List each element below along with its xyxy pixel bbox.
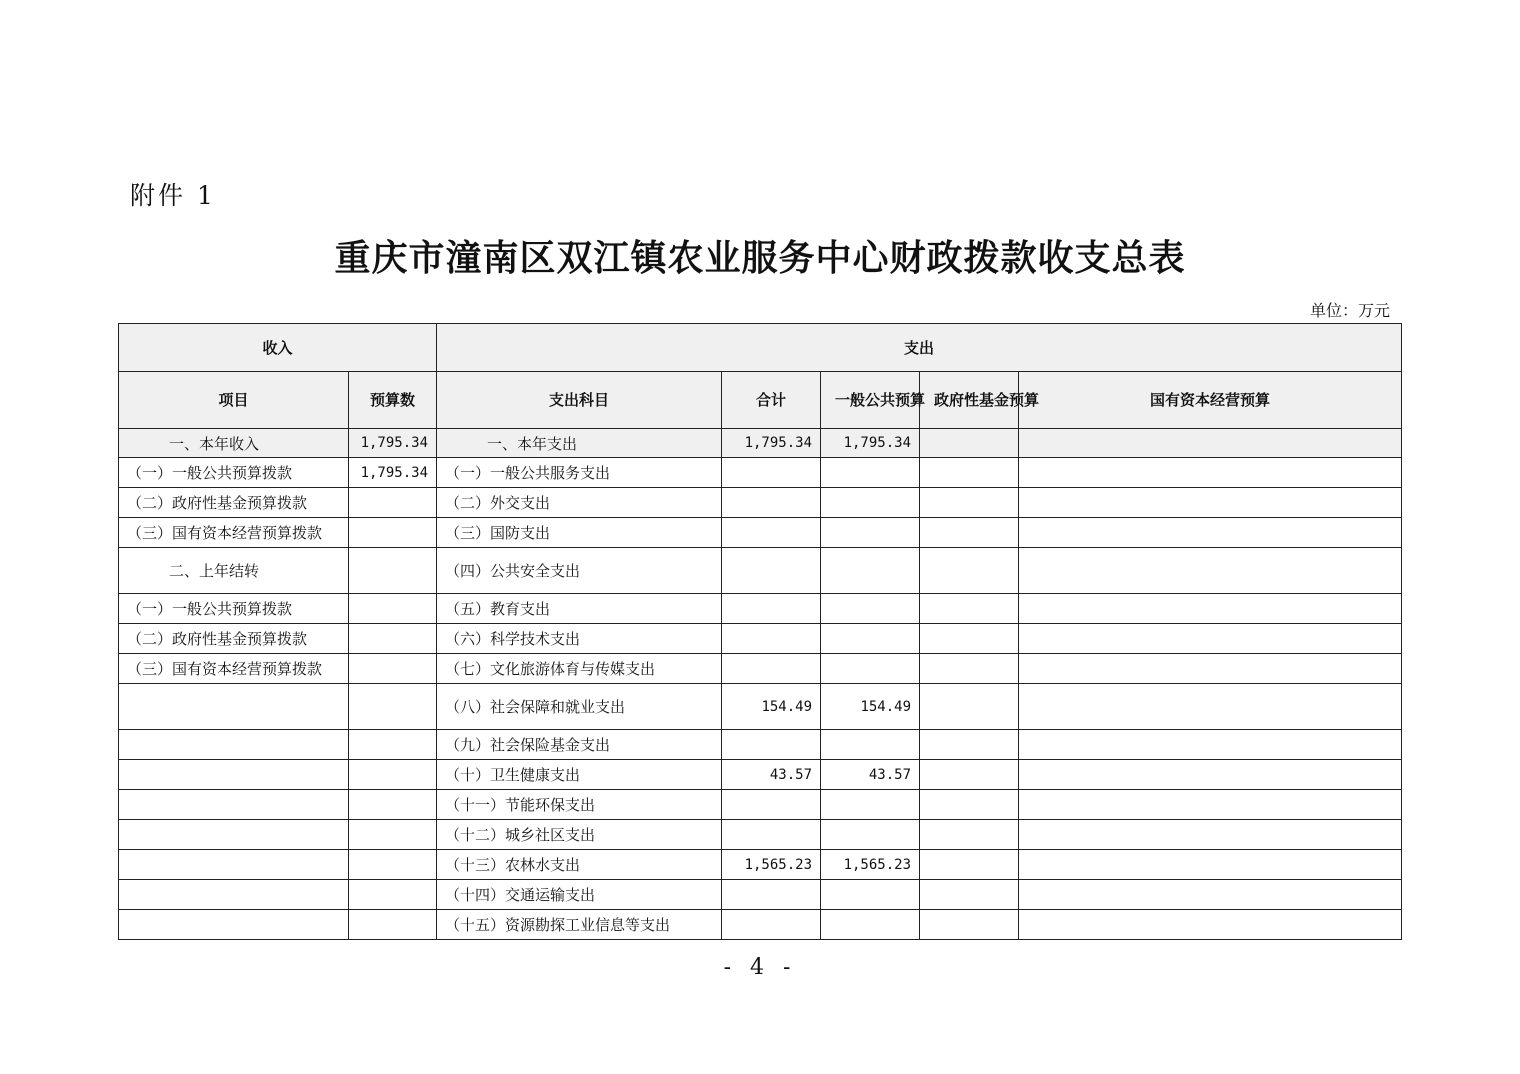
income-item-cell: （二）政府性基金预算拨款	[119, 488, 349, 518]
income-item-cell: （二）政府性基金预算拨款	[119, 624, 349, 654]
expense-total-cell	[722, 518, 821, 548]
expense-general-cell	[821, 458, 920, 488]
expense-state-cell	[1019, 760, 1402, 790]
attachment-label: 附件 1	[130, 181, 216, 210]
column-header-row	[119, 372, 1402, 429]
expense-state-cell	[1019, 850, 1402, 880]
expense-general-cell	[821, 790, 920, 820]
expense-state-cell	[1019, 880, 1402, 910]
expense-general-cell	[821, 820, 920, 850]
expense-subject-cell: （十四）交通运输支出	[437, 880, 722, 910]
table-row	[119, 548, 1402, 594]
expense-fund-cell	[920, 624, 1019, 654]
group-header-row	[119, 324, 1402, 372]
expense-general-cell	[821, 518, 920, 548]
expense-state-cell	[1019, 624, 1402, 654]
expense-state-cell	[1019, 730, 1402, 760]
income-item-cell	[119, 760, 349, 790]
income-budget-cell: 1,795.34	[349, 458, 437, 488]
col-state-header: 国有资本经营预算	[1019, 372, 1402, 429]
expense-state-cell	[1019, 820, 1402, 850]
income-budget-cell	[349, 880, 437, 910]
col-budget-header: 预算数	[349, 372, 437, 429]
expense-subject-cell: （八）社会保障和就业支出	[437, 684, 722, 730]
table-row	[119, 594, 1402, 624]
income-group-header: 收入	[119, 324, 437, 372]
income-item-cell: （三）国有资本经营预算拨款	[119, 518, 349, 548]
expense-total-cell	[722, 910, 821, 940]
expense-fund-cell	[920, 548, 1019, 594]
expense-total-cell	[722, 880, 821, 910]
income-item-cell	[119, 910, 349, 940]
income-item-cell	[119, 820, 349, 850]
income-budget-cell	[349, 850, 437, 880]
expense-subject-cell: （十二）城乡社区支出	[437, 820, 722, 850]
income-budget-cell	[349, 760, 437, 790]
expense-fund-cell	[920, 760, 1019, 790]
col-total-header: 合计	[722, 372, 821, 429]
expense-group-header: 支出	[437, 324, 1402, 372]
income-budget-cell	[349, 730, 437, 760]
expense-general-cell: 154.49	[821, 684, 920, 730]
expense-total-cell	[722, 594, 821, 624]
income-item-cell	[119, 730, 349, 760]
expense-total-cell: 43.57	[722, 760, 821, 790]
expense-total-cell	[722, 654, 821, 684]
expense-total-cell	[722, 458, 821, 488]
income-item-cell	[119, 684, 349, 730]
table-body	[119, 429, 1402, 940]
expense-subject-cell: （十三）农林水支出	[437, 850, 722, 880]
expense-subject-cell: （七）文化旅游体育与传媒支出	[437, 654, 722, 684]
table-row	[119, 654, 1402, 684]
expense-fund-cell	[920, 429, 1019, 458]
expense-fund-cell	[920, 730, 1019, 760]
table-row	[119, 730, 1402, 760]
table-row	[119, 429, 1402, 458]
expense-fund-cell	[920, 458, 1019, 488]
expense-total-cell	[722, 548, 821, 594]
income-budget-cell	[349, 594, 437, 624]
expense-fund-cell	[920, 684, 1019, 730]
col-fund-header: 政府性基金预算	[920, 372, 1019, 429]
expense-fund-cell	[920, 790, 1019, 820]
expense-total-cell: 1,565.23	[722, 850, 821, 880]
expense-total-cell	[722, 730, 821, 760]
expense-state-cell	[1019, 654, 1402, 684]
expense-subject-cell: （三）国防支出	[437, 518, 722, 548]
col-subject-header: 支出科目	[437, 372, 722, 429]
income-budget-cell	[349, 654, 437, 684]
expense-general-cell	[821, 548, 920, 594]
expense-general-cell: 43.57	[821, 760, 920, 790]
expense-subject-cell: （二）外交支出	[437, 488, 722, 518]
expense-state-cell	[1019, 518, 1402, 548]
expense-total-cell: 1,795.34	[722, 429, 821, 458]
expense-subject-cell: （十）卫生健康支出	[437, 760, 722, 790]
table-row	[119, 850, 1402, 880]
table-row	[119, 458, 1402, 488]
expense-general-cell: 1,565.23	[821, 850, 920, 880]
expense-state-cell	[1019, 594, 1402, 624]
table-row	[119, 684, 1402, 730]
expense-state-cell	[1019, 488, 1402, 518]
income-item-cell: 二、上年结转	[119, 548, 349, 594]
income-budget-cell	[349, 624, 437, 654]
unit-label: 单位：万元	[1309, 301, 1390, 320]
expense-state-cell	[1019, 429, 1402, 458]
expense-subject-cell: 一、本年支出	[437, 429, 722, 458]
income-budget-cell	[349, 820, 437, 850]
expense-subject-cell: （六）科学技术支出	[437, 624, 722, 654]
expense-total-cell	[722, 488, 821, 518]
expense-fund-cell	[920, 880, 1019, 910]
expense-general-cell	[821, 910, 920, 940]
page-number: - 4 -	[723, 955, 797, 980]
income-item-cell	[119, 880, 349, 910]
income-item-cell: （一）一般公共预算拨款	[119, 594, 349, 624]
income-budget-cell	[349, 684, 437, 730]
expense-general-cell: 1,795.34	[821, 429, 920, 458]
col-item-header: 项目	[119, 372, 349, 429]
table-row	[119, 910, 1402, 940]
expense-subject-cell: （五）教育支出	[437, 594, 722, 624]
expense-total-cell	[722, 624, 821, 654]
table-row	[119, 820, 1402, 850]
expense-general-cell	[821, 654, 920, 684]
income-budget-cell	[349, 790, 437, 820]
expense-subject-cell: （十五）资源勘探工业信息等支出	[437, 910, 722, 940]
expense-fund-cell	[920, 594, 1019, 624]
expense-state-cell	[1019, 548, 1402, 594]
income-budget-cell	[349, 548, 437, 594]
income-budget-cell	[349, 518, 437, 548]
table-row	[119, 488, 1402, 518]
expense-fund-cell	[920, 910, 1019, 940]
expense-general-cell	[821, 624, 920, 654]
table-row	[119, 790, 1402, 820]
table-row	[119, 880, 1402, 910]
expense-fund-cell	[920, 850, 1019, 880]
income-budget-cell	[349, 488, 437, 518]
income-item-cell	[119, 790, 349, 820]
expense-fund-cell	[920, 488, 1019, 518]
expense-fund-cell	[920, 654, 1019, 684]
income-budget-cell	[349, 910, 437, 940]
expense-subject-cell: （十一）节能环保支出	[437, 790, 722, 820]
expense-total-cell	[722, 790, 821, 820]
expense-total-cell: 154.49	[722, 684, 821, 730]
income-item-cell: 一、本年收入	[119, 429, 349, 458]
table-row	[119, 760, 1402, 790]
income-item-cell: （三）国有资本经营预算拨款	[119, 654, 349, 684]
expense-subject-cell: （四）公共安全支出	[437, 548, 722, 594]
expense-general-cell	[821, 594, 920, 624]
table-row	[119, 518, 1402, 548]
income-budget-cell: 1,795.34	[349, 429, 437, 458]
expense-general-cell	[821, 488, 920, 518]
expense-general-cell	[821, 880, 920, 910]
table-row	[119, 624, 1402, 654]
col-general-header: 一般公共预算	[821, 372, 920, 429]
expense-general-cell	[821, 730, 920, 760]
income-item-cell	[119, 850, 349, 880]
document-title: 重庆市潼南区双江镇农业服务中心财政拨款收支总表	[334, 237, 1186, 279]
income-item-cell: （一）一般公共预算拨款	[119, 458, 349, 488]
expense-state-cell	[1019, 790, 1402, 820]
expense-subject-cell: （九）社会保险基金支出	[437, 730, 722, 760]
expense-total-cell	[722, 820, 821, 850]
expense-fund-cell	[920, 518, 1019, 548]
expense-fund-cell	[920, 820, 1019, 850]
expense-subject-cell: （一）一般公共服务支出	[437, 458, 722, 488]
expense-state-cell	[1019, 458, 1402, 488]
budget-table	[118, 323, 1402, 940]
expense-state-cell	[1019, 684, 1402, 730]
expense-state-cell	[1019, 910, 1402, 940]
